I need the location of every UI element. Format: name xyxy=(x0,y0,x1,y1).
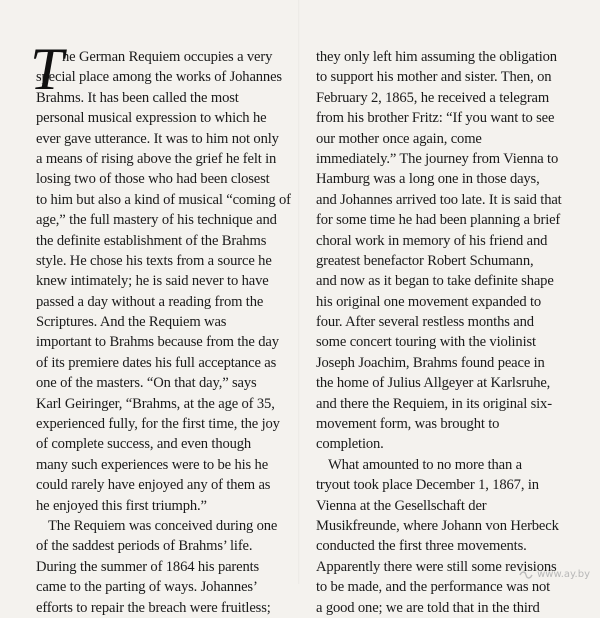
paragraph-line: and there the Requiem, in its original six- xyxy=(316,395,552,412)
paragraph-line: Karl Geiringer, “Brahms, at the age of 35, xyxy=(36,395,275,412)
paragraph-line: to be made, and the performance was not xyxy=(316,579,551,596)
drop-cap: T xyxy=(30,36,64,102)
paragraph-line: and now as it began to take definite shape xyxy=(316,273,554,290)
paragraph-line: completion. xyxy=(316,436,384,453)
paragraph-line: movement form, was brought to xyxy=(316,416,500,433)
paragraph-line: to support his mother and sister. Then, on xyxy=(316,69,552,86)
watermark-logo-icon xyxy=(519,570,533,580)
paragraph-line: What amounted to no more than a xyxy=(328,456,522,473)
paragraph-line: choral work in memory of his friend and xyxy=(316,232,548,249)
paragraph-line: conducted the first three movements. xyxy=(316,538,527,555)
paragraph-line-text: he German Requiem occupies a very xyxy=(62,49,273,65)
watermark xyxy=(519,569,590,580)
paragraph-line: age,” the full mastery of his technique and xyxy=(36,212,277,229)
paragraph-line: of complete success, and even though xyxy=(36,436,252,453)
paragraph-line: Apparently there were still some revisions xyxy=(316,558,557,575)
paragraph-line: knew intimately; he is said never to have xyxy=(36,273,269,290)
paragraph-line: efforts to repair the breach were fruitless; xyxy=(36,599,271,616)
paragraph-line: he enjoyed this first triumph.” xyxy=(36,497,207,514)
paragraph-line: his original one movement expanded to xyxy=(316,293,542,310)
paragraph-line: February 2, 1865, he received a telegram xyxy=(316,89,550,106)
paragraph-line: During the summer of 1864 his parents xyxy=(36,558,260,575)
paragraph-line: they only left him assuming the obligation xyxy=(316,49,557,65)
paragraph-line: special place among the works of Johannes xyxy=(36,69,282,86)
paragraph-line: greatest benefactor Robert Schumann, xyxy=(316,252,534,269)
paragraph-line: could rarely have enjoyed any of them as xyxy=(36,477,271,494)
paragraph-line: Brahms. It has been called the most xyxy=(36,89,239,106)
paragraph-line: for some time he had been planning a brief xyxy=(316,212,561,229)
paragraph-line: of its premiere dates his full acceptance as xyxy=(36,354,277,371)
paragraph-line: the home of Julius Allgeyer at Karlsruhe, xyxy=(316,375,551,392)
paragraph-line: a means of rising above the grief he felt in xyxy=(36,150,277,167)
paragraph-line: losing two of those who had been closest xyxy=(36,171,270,188)
paragraph-line: Scriptures. And the Requiem was xyxy=(36,314,227,331)
paragraph-line: style. He chose his texts from a source he xyxy=(36,252,272,269)
paragraph-line: and Johannes arrived too late. It is said that xyxy=(316,191,562,208)
paragraph-line: from his brother Fritz: “If you want to see xyxy=(316,110,555,127)
page-gutter xyxy=(298,0,300,584)
paragraph-line: a good one; we are told that in the third xyxy=(316,599,540,616)
right-column xyxy=(316,47,574,618)
paragraph-line: tryout took place December 1, 1867, in xyxy=(316,477,539,494)
paragraph-line: of the saddest periods of Brahms’ life. xyxy=(36,538,253,555)
paragraph-line: Joseph Joachim, Brahms found peace in xyxy=(316,354,545,371)
paragraph-line: Hamburg was a long one in those days, xyxy=(316,171,540,188)
paragraph-line: experienced fully, for the first time, the joy xyxy=(36,416,280,433)
paragraph-line: our mother once again, come xyxy=(316,130,482,147)
paragraph-line: the definite establishment of the Brahms xyxy=(36,232,267,249)
paragraph-line: came to the parting of ways. Johannes’ xyxy=(36,579,258,596)
paragraph-line: four. After several restless months and xyxy=(316,314,534,331)
paragraph-line: The Requiem was conceived during one xyxy=(48,517,278,534)
paragraph-line: one of the masters. “On that day,” says xyxy=(36,375,257,392)
paragraph-line: immediately.” The journey from Vienna to xyxy=(316,150,559,167)
watermark-text: www.ay.by xyxy=(537,569,590,580)
left-column xyxy=(30,36,298,618)
paragraph-line: many such experiences were to be his he xyxy=(36,456,269,473)
paragraph-line: ever gave utterance. It was to him not only xyxy=(36,130,279,147)
paragraph-line: some concert touring with the violinist xyxy=(316,334,536,351)
paragraph-line: to him but also a kind of musical “coming of xyxy=(36,191,291,208)
paragraph-line: Vienna at the Gesellschaft der xyxy=(316,497,487,514)
paragraph-line: passed a day without a reading from the xyxy=(36,293,264,310)
paragraph-line: important to Brahms because from the day xyxy=(36,334,279,351)
paragraph-line: personal musical expression to which he xyxy=(36,110,267,127)
paragraph-line: Musikfreunde, where Johann von Herbeck xyxy=(316,517,559,534)
